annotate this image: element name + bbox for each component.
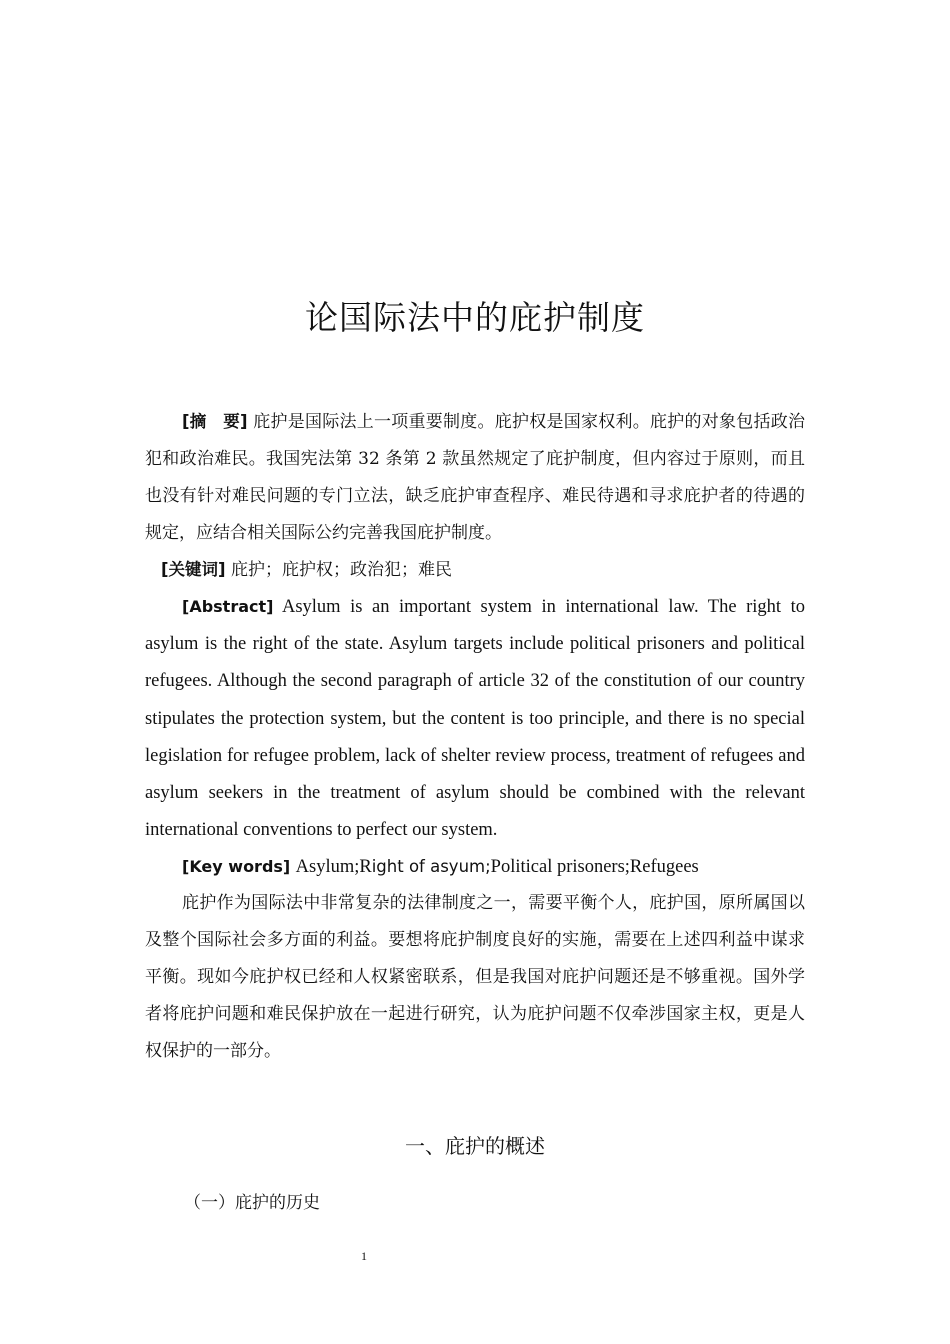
english-keywords <box>145 848 805 886</box>
english-keywords-text-2: ight of asyum; <box>371 857 491 876</box>
english-keywords-label: [Key words] <box>182 857 291 876</box>
chinese-keywords <box>161 551 801 589</box>
english-keywords-text-3: Political prisoners;Refugees <box>490 857 699 877</box>
document-title: 论国际法中的庇护制度 <box>305 298 645 337</box>
english-keywords-text-1: Asylum;R <box>295 857 372 877</box>
chinese-abstract-text: 庇护是国际法上一项重要制度。庇护权是国家权利。庇护的对象包括政治犯和政治难民。我国宪法第 32 条第 2 款虽然规定了庇护制度，但内容过于原则，而且也没有针对难民问题的专门立法，缺乏庇护审查程序、难民待遇和寻求庇护者的待遇的规定，应结合相关国际公约完善我国庇护制度。 <box>145 412 805 543</box>
english-abstract-label: [Abstract] <box>182 597 274 616</box>
subsection-heading: （一）庇护的历史 <box>184 1193 320 1213</box>
chinese-keywords-label: [关键词] <box>161 560 226 579</box>
chinese-abstract <box>145 403 805 552</box>
section-heading: 一、庇护的概述 <box>405 1134 545 1158</box>
chinese-abstract-label: [摘 要] <box>182 412 248 431</box>
english-abstract-text: Asylum is an important system in international law. The right to asylum is the right of the state. Asylum targets include political prisoners and political refugees. Although the second paragraph of article 32 of the constitution of our country stipulates the protection system, but the content is too principle, and there is no special legislation for refugee problem, lack of shelter review process, treatment of refugees and asylum seekers in the treatment of asylum should be combined with the relevant international conventions to perfect our system. <box>145 597 805 841</box>
intro-paragraph: 庇护作为国际法中非常复杂的法律制度之一，需要平衡个人，庇护国，原所属国以及整个国际社会多方面的利益。要想将庇护制度良好的实施，需要在上述四利益中谋求平衡。现如今庇护权已经和人权紧密联系，但是我国对庇护问题还是不够重视。国外学者将庇护问题和难民保护放在一起进行研究，认为庇护问题不仅牵涉国家主权，更是人权保护的一部分。 <box>145 893 805 1061</box>
chinese-keywords-text: 庇护；庇护权；政治犯；难民 <box>231 560 452 580</box>
page-number: 1 <box>361 1249 367 1263</box>
english-abstract <box>145 588 805 849</box>
